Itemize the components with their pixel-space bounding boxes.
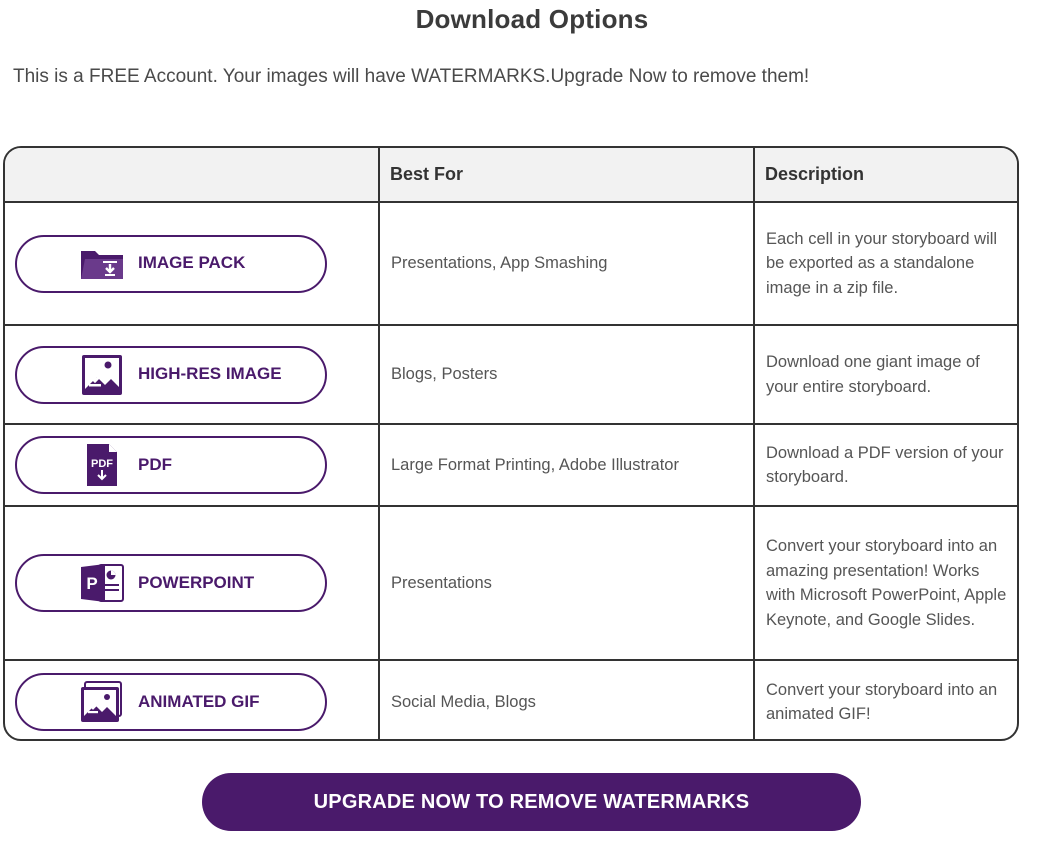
header-description: Description [754,148,1017,202]
description-cell: Convert your storyboard into an amazing presentation! Works with Microsoft PowerPoint, Apple Keynote, and Google Slides. [754,506,1017,660]
powerpoint-label: POWERPOINT [138,572,255,592]
animated-gif-button[interactable] [15,673,327,731]
upgrade-now-button[interactable]: UPGRADE NOW TO REMOVE WATERMARKS [202,773,861,831]
pdf-icon-text: PDF [91,458,113,470]
high-res-image-button[interactable] [15,346,327,404]
table-row [5,202,1017,325]
powerpoint-icon [78,563,126,603]
option-cell [5,506,379,660]
powerpoint-button[interactable] [15,554,327,612]
table-row [5,424,1017,506]
pdf-button[interactable] [15,436,327,494]
option-cell [5,202,379,325]
best-for-cell: Presentations [379,506,754,660]
image-pack-button[interactable] [15,235,327,293]
option-cell [5,660,379,741]
download-options-table [3,146,1019,741]
pdf-label: PDF [138,454,172,474]
header-option [5,148,379,202]
page-title: Download Options [415,4,649,34]
animated-gif-icon [78,682,126,722]
table-row [5,325,1017,424]
option-cell [5,424,379,506]
option-cell [5,325,379,424]
pdf-file-icon [78,445,126,485]
description-cell: Each cell in your storyboard will be exported as a standalone image in a zip file. [754,202,1017,325]
table-row [5,660,1017,741]
table-row [5,506,1017,660]
best-for-cell: Blogs, Posters [379,325,754,424]
watermark-notice: This is a FREE Account. Your images will have WATERMARKS.Upgrade Now to remove them! [13,66,810,87]
description-cell: Download one giant image of your entire storyboard. [754,325,1017,424]
image-download-icon [78,355,126,395]
best-for-cell: Social Media, Blogs [379,660,754,741]
description-cell: Convert your storyboard into an animated GIF! [766,680,998,723]
table-header-row [5,148,1017,202]
high-res-image-label: HIGH-RES IMAGE [138,364,282,384]
folder-download-icon [78,244,126,284]
animated-gif-label: ANIMATED GIF [138,691,260,711]
description-cell: Download a PDF version of your storyboard. [754,424,1017,506]
best-for-cell: Presentations, App Smashing [379,202,754,325]
powerpoint-icon-text: P [86,574,98,593]
image-pack-label: IMAGE PACK [138,253,246,273]
header-best-for: Best For [379,148,754,202]
best-for-cell: Large Format Printing, Adobe Illustrator [379,424,754,506]
